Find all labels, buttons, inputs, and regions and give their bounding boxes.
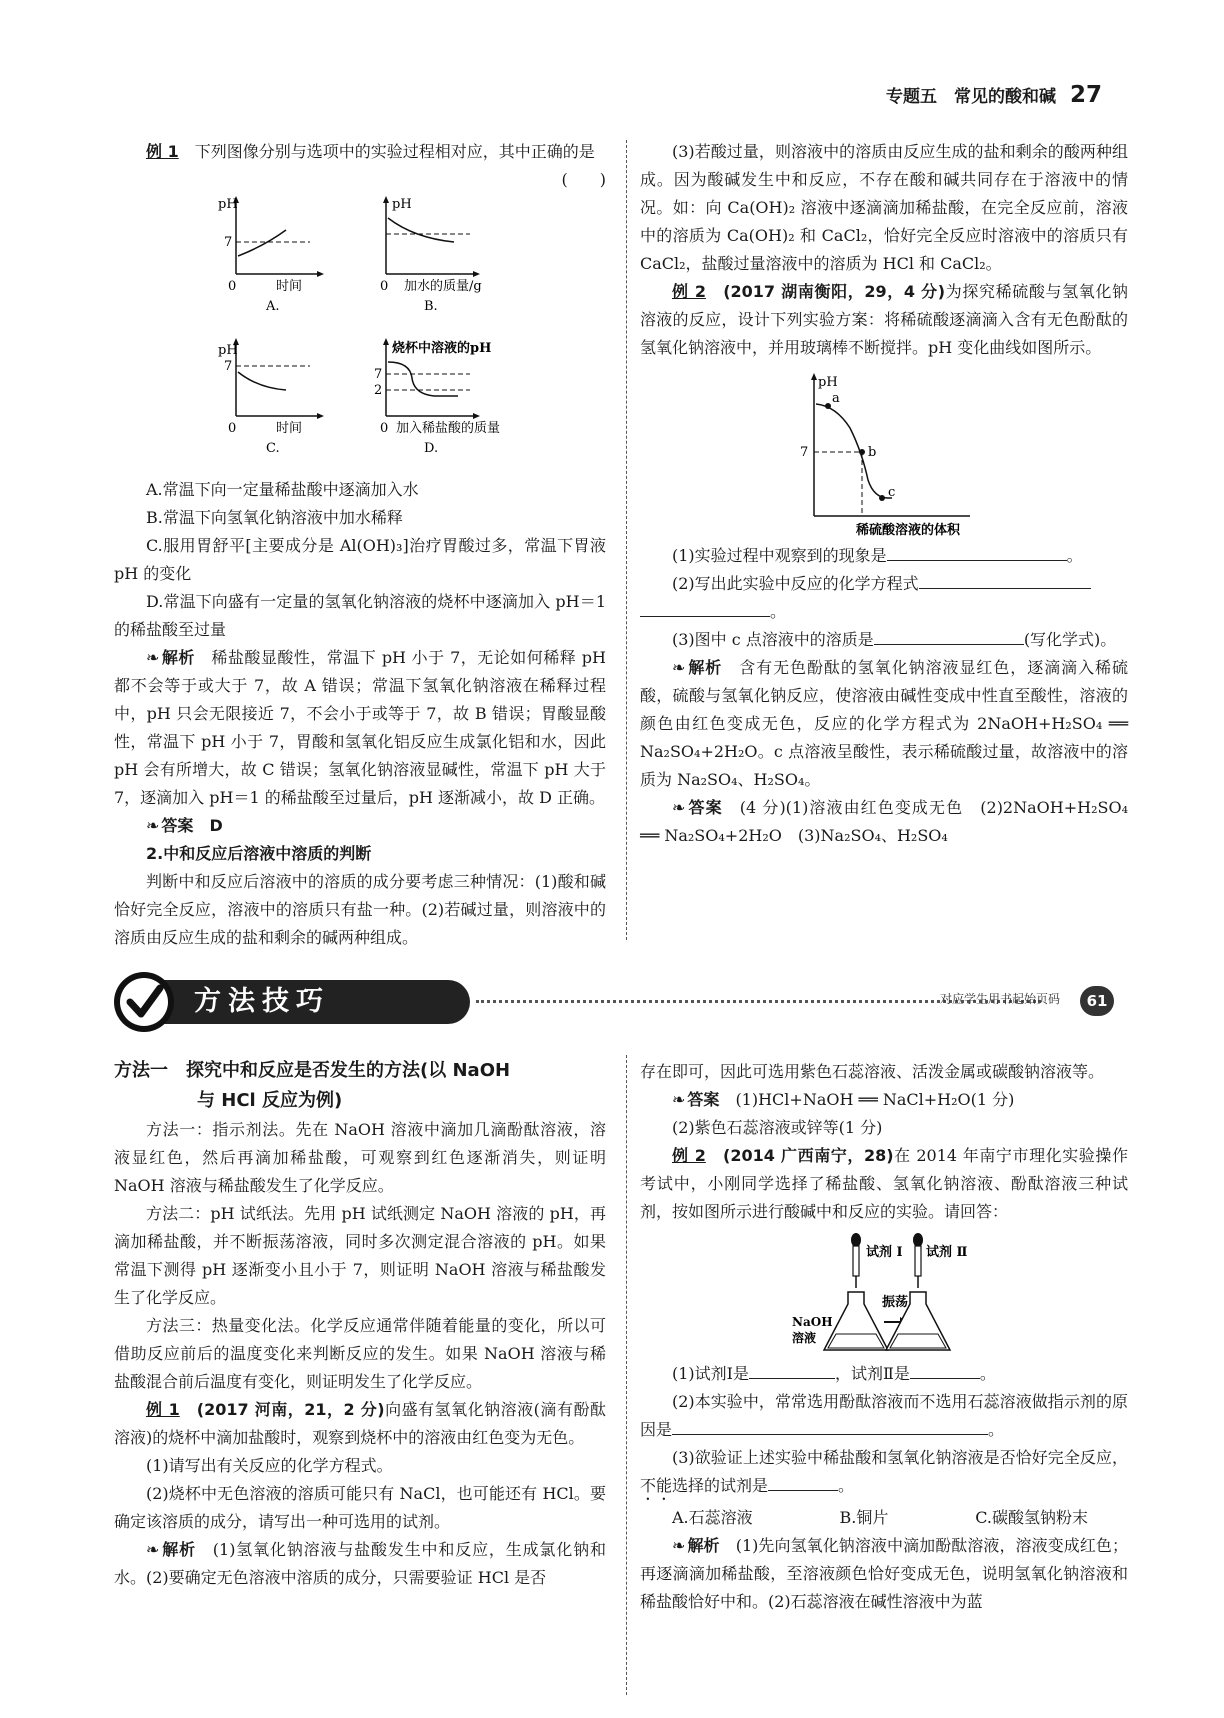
question-2 xyxy=(640,570,1128,598)
graph-a-caption: A. xyxy=(266,299,280,314)
method-1: 方法一：指示剂法。先在 NaOH 溶液中滴加几滴酚酞溶液，溶液显红色，然后再滴加稀盐酸，可观察到红色逐渐消失，则证明 NaOH 溶液与稀盐酸发生了化学反应。 xyxy=(114,1120,606,1195)
answer-blank[interactable] xyxy=(640,598,770,617)
ph-curve-graph xyxy=(640,368,1128,540)
graph-d-caption: D. xyxy=(424,441,439,456)
question-3 xyxy=(640,626,1128,654)
q3-end: 。 xyxy=(838,1476,855,1495)
section-2-text: 判断中和反应后溶液中的溶质的成分要考虑三种情况：(1)酸和碱恰好完全反应，溶液中的溶质只有盐一种。(2)若碱过量，则溶液中的溶质由反应生成的盐和剩余的碱两种组成。 xyxy=(114,872,606,947)
answer-tag: ❧ 答案 xyxy=(672,1090,719,1109)
graph-ylabel: pH xyxy=(818,375,838,390)
graph-point-b: b xyxy=(868,445,877,460)
continuation-para: 存在即可，因此可选用紫色石蕊溶液、活泼金属或碳酸钠溶液等。 xyxy=(640,1062,1105,1081)
graph-b xyxy=(380,196,482,314)
right-top-column xyxy=(640,138,1128,850)
graph-d-tick2: 2 xyxy=(374,383,383,398)
q1-text-a: (1)试剂Ⅰ是 xyxy=(672,1364,749,1383)
analysis-text: (1)先向氢氧化钠溶液中滴加酚酞溶液，溶液变成红色；再逐滴滴加稀盐酸，至溶液颜色恰好变成无色，说明氢氧化钠溶液和稀盐酸恰好中和。(2)石蕊溶液在碱性溶液中为蓝 xyxy=(640,1536,1128,1611)
answer-blank[interactable] xyxy=(919,570,1091,589)
graph-c-origin: 0 xyxy=(228,421,237,436)
option-a: A.石蕊溶液 xyxy=(672,1508,753,1527)
q3-text-c: 选择的试剂是 xyxy=(672,1476,769,1495)
ex1-graphs xyxy=(114,194,606,476)
analysis-tag: ❧ 解析 xyxy=(672,658,722,677)
answer-para xyxy=(640,1086,1128,1114)
page-header xyxy=(886,82,1102,108)
ex2-stem: 在 2014 年南宁市理化实验操作考试中，小刚同学选择了稀盐酸、氢氧化钠溶液、酚酞溶液三种试剂，按如图所示进行酸碱中和反应的实验。请回答： xyxy=(640,1146,1128,1221)
solution-label: 溶液 xyxy=(792,1331,817,1345)
graph-c xyxy=(218,338,324,456)
example-label: 例 1 xyxy=(146,142,179,161)
methods-banner xyxy=(114,972,1114,1032)
graph-c-tick7: 7 xyxy=(224,359,233,374)
graph-b-xlabel: 加水的质量/g xyxy=(404,279,482,294)
answer-tag: ❧ 答案 xyxy=(672,798,723,817)
options-row xyxy=(640,1504,1128,1532)
column-divider-bottom xyxy=(626,1055,627,1695)
q2-end: 。 xyxy=(770,602,787,621)
question-2 xyxy=(640,1388,1128,1444)
option-c: C.碳酸氢钠粉末 xyxy=(975,1508,1088,1527)
method-heading-2: 与 HCl 反应为例) xyxy=(197,1090,343,1111)
graph-a-xlabel: 时间 xyxy=(276,279,303,294)
q2-text: (2)本实验中，常常选用酚酞溶液而不选用石蕊溶液做指示剂的原因是 xyxy=(640,1392,1128,1439)
flask-icon xyxy=(824,1292,888,1350)
q1-text: (1)实验过程中观察到的现象是 xyxy=(672,546,887,565)
question-1: (1)请写出有关反应的化学方程式。 xyxy=(146,1456,393,1475)
ex2-stem-para xyxy=(640,1142,1128,1226)
q2-text: (2)写出此实验中反应的化学方程式 xyxy=(672,574,919,593)
section-2-title: 2.中和反应后溶液中溶质的判断 xyxy=(146,844,372,863)
graph-c-ylabel: pH xyxy=(218,343,238,358)
question-2: (2)烧杯中无色溶液的溶质可能只有 NaCl，也可能还有 HCl。要确定该溶质的成分，请写出一种可选用的试剂。 xyxy=(114,1484,606,1531)
question-2-cont xyxy=(640,598,1128,626)
q1-end: 。 xyxy=(979,1364,996,1383)
flask-figure xyxy=(640,1230,1128,1360)
banner-page: 61 xyxy=(1080,986,1114,1016)
q3-text-a: (3)欲验证上述实验中稀盐酸和氢氧化钠溶液是否恰好完全反应， xyxy=(672,1448,1128,1467)
example-label: 例 1 xyxy=(146,1400,180,1419)
answer-text: D xyxy=(209,816,223,835)
shake-label: 振荡 xyxy=(882,1295,909,1310)
method-heading xyxy=(114,1056,606,1086)
ex2-source: (2017 湖南衡阳，29，4 分) xyxy=(723,282,946,301)
graph-d-origin: 0 xyxy=(380,421,389,436)
method-3: 方法三：热量变化法。化学反应通常伴随着能量的变化，所以可借助反应前后的温度变化来判断反应的发生。如果 NaOH 溶液与稀盐酸混合前后温度有变化，则证明发生了化学反应。 xyxy=(114,1316,606,1391)
analysis-tag: ❧ 解析 xyxy=(146,1540,196,1559)
analysis-para xyxy=(640,654,1128,794)
answer-blank[interactable] xyxy=(887,542,1067,561)
analysis-tag: ❧ 解析 xyxy=(146,648,195,667)
answer-blank[interactable] xyxy=(874,626,1024,645)
analysis-text: 含有无色酚酞的氢氧化钠溶液显红色，逐滴滴入稀硫酸，硫酸与氢氧化钠反应，使溶液由碱性变成中性直至酸性，溶液的颜色由红色变成无色，反应的化学方程式为 2NaOH+H₂SO₄ ══ Na₂SO₄+2H₂O。c 点溶液呈酸性，表示稀硫酸过量，故溶液中的溶质为 Na₂SO₄、H₂SO₄。 xyxy=(640,658,1128,789)
answer-paren: ( ) xyxy=(561,170,606,189)
ex2-stem-para xyxy=(640,278,1128,362)
ex2-stem: 为探究稀硫酸与氢氧化钠溶液的反应，设计下列实验方案：将稀硫酸逐滴滴入含有无色酚酞的氢氧化钠溶液中，并用玻璃棒不断搅拌。pH 变化曲线如图所示。 xyxy=(640,282,1128,357)
analysis-para xyxy=(114,1536,606,1592)
q1-text-b: ，试剂Ⅱ是 xyxy=(835,1364,910,1383)
answer-tag: ❧ 答案 xyxy=(146,816,193,835)
method-label: 方法一 xyxy=(114,1060,168,1081)
naoh-label: NaOH xyxy=(792,1315,833,1329)
answer-1: (1)HCl+NaOH ══ NaCl+H₂O(1 分) xyxy=(735,1090,1015,1109)
dropper-icon xyxy=(913,1233,923,1288)
dropper-icon xyxy=(851,1233,861,1288)
graph-c-caption: C. xyxy=(266,441,280,456)
question-3 xyxy=(640,1444,1128,1504)
graph-xlabel: 稀硫酸溶液的体积 xyxy=(856,523,961,538)
analysis-text: (1)氢氧化钠溶液与盐酸发生中和反应，生成氯化钠和水。(2)要确定无色溶液中溶质的成分，只需要验证 HCl 是否 xyxy=(114,1540,606,1587)
graph-a-ylabel: pH xyxy=(218,197,238,212)
ex1-source: (2017 河南，21，2 分) xyxy=(196,1400,385,1419)
ex1-stem: 下列图像分别与选项中的实验过程相对应，其中正确的是 xyxy=(194,142,595,161)
method-title-line1: 探究中和反应是否发生的方法(以 NaOH xyxy=(186,1060,511,1081)
q3-end: (写化学式)。 xyxy=(1023,630,1117,649)
answer-blank[interactable] xyxy=(768,1472,838,1491)
graph-a-origin: 0 xyxy=(228,279,237,294)
graph-a xyxy=(218,196,324,314)
graph-d-tick7: 7 xyxy=(374,367,383,382)
q3-text: (3)图中 c 点溶液中的溶质是 xyxy=(672,630,874,649)
graph-d-xlabel: 加入稀盐酸的质量 xyxy=(396,421,501,436)
column-divider-top xyxy=(626,140,627,940)
ex2-source: (2014 广西南宁，28) xyxy=(723,1146,894,1165)
ex1-stem-para xyxy=(114,1396,606,1452)
reagent-1-label: 试剂 Ⅰ xyxy=(866,1245,903,1260)
banner-title: 方法技巧 xyxy=(194,986,330,1017)
graph-point-c: c xyxy=(888,485,896,500)
para-3: (3)若酸过量，则溶液中的溶质由反应生成的盐和剩余的酸两种组成。因为酸碱发生中和反应，不存在酸和碱共同存在于溶液中的情况。如：向 Ca(OH)₂ 溶液中逐滴滴加稀盐酸，在完全反应前，溶液中的溶质为 Ca(OH)₂ 和 CaCl₂，恰好完全反应时溶液中的溶质只有 CaCl₂，盐酸过量溶液中的溶质为 HCl 和 CaCl₂。 xyxy=(640,142,1128,273)
answer-para xyxy=(640,794,1128,850)
option-c: C.服用胃舒平[主要成分是 Al(OH)₃]治疗胃酸过多，常温下胃液 pH 的变化 xyxy=(114,536,606,583)
question-1 xyxy=(640,1360,1128,1388)
graph-d-ylabel: 烧杯中溶液的pH xyxy=(392,341,492,356)
checkmark-icon xyxy=(114,972,174,1032)
example-label: 例 2 xyxy=(672,1146,706,1165)
graph-b-caption: B. xyxy=(424,299,438,314)
q3-emphasis: 不能 xyxy=(640,1476,673,1495)
option-d: D.常温下向盛有一定量的氢氧化钠溶液的烧杯中逐滴加入 pH＝1 的稀盐酸至过量 xyxy=(114,592,606,639)
option-b: B.铜片 xyxy=(839,1508,889,1527)
answer-blank[interactable] xyxy=(749,1360,835,1379)
graph-b-origin: 0 xyxy=(380,279,389,294)
analysis-tag: ❧ 解析 xyxy=(672,1536,720,1555)
method-2: 方法二：pH 试纸法。先用 pH 试纸测定 NaOH 溶液的 pH，再滴加稀盐酸，并不断振荡溶液，同时多次测定混合溶液的 pH。如果常温下测得 pH 逐渐变小且小于 7，则证明 NaOH 溶液与稀盐酸发生了化学反应。 xyxy=(114,1204,606,1307)
graph-b-ylabel: pH xyxy=(392,197,412,212)
option-b: B.常温下向氢氧化钠溶液中加水稀释 xyxy=(146,508,403,527)
reagent-2-label: 试剂 Ⅱ xyxy=(926,1245,968,1260)
left-top-column xyxy=(114,138,606,952)
answer-text: (4 分)(1)溶液由红色变成无色 (2)2NaOH+H₂SO₄ ══ Na₂SO₄+2H₂O (3)Na₂SO₄、H₂SO₄ xyxy=(640,798,1128,845)
q2-end: 。 xyxy=(988,1420,1005,1439)
banner-hint: 对应学生用书起始页码 xyxy=(939,992,1060,1006)
graph-d xyxy=(374,338,500,456)
analysis-para xyxy=(640,1532,1128,1616)
example-label: 例 2 xyxy=(672,282,706,301)
option-a: A.常温下向一定量稀盐酸中逐滴加入水 xyxy=(146,480,419,499)
right-bottom-column xyxy=(640,1058,1128,1616)
graph-tick7: 7 xyxy=(800,445,809,460)
analysis-para xyxy=(114,644,606,812)
left-bottom-column xyxy=(114,1056,606,1592)
q1-end: 。 xyxy=(1066,546,1083,565)
page-number: 27 xyxy=(1069,82,1102,108)
answer-blank[interactable] xyxy=(672,1416,988,1435)
graph-a-tick7: 7 xyxy=(224,235,233,250)
answer-para xyxy=(114,812,606,840)
graph-point-a: a xyxy=(832,391,840,406)
ex1-stem: 向盛有氢氧化钠溶液(滴有酚酞溶液)的烧杯中滴加盐酸时，观察到烧杯中的溶液由红色变为无色。 xyxy=(114,1400,606,1447)
answer-2: (2)紫色石蕊溶液或锌等(1 分) xyxy=(672,1118,883,1137)
answer-blank[interactable] xyxy=(910,1360,980,1379)
analysis-text: 稀盐酸显酸性，常温下 pH 小于 7，无论如何稀释 pH 都不会等于或大于 7，故 A 错误；常温下氢氧化钠溶液在稀释过程中，pH 只会无限接近 7，不会小于或等于 7，故 B 错误；胃酸显酸性，常温下 pH 小于 7，胃酸和氢氧化铝反应生成氯化铝和水，因此 pH 会有所增大，故 C 错误；氢氧化钠溶液显碱性，常温下 pH 大于 7，逐滴加入 pH＝1 的稀盐酸至过量后，pH 逐渐减小，故 D 正确。 xyxy=(114,648,606,807)
ex1-stem-para xyxy=(114,138,606,189)
question-1 xyxy=(640,542,1128,570)
topic-title: 专题五 常见的酸和碱 xyxy=(885,87,1056,107)
graph-c-xlabel: 时间 xyxy=(276,421,303,436)
